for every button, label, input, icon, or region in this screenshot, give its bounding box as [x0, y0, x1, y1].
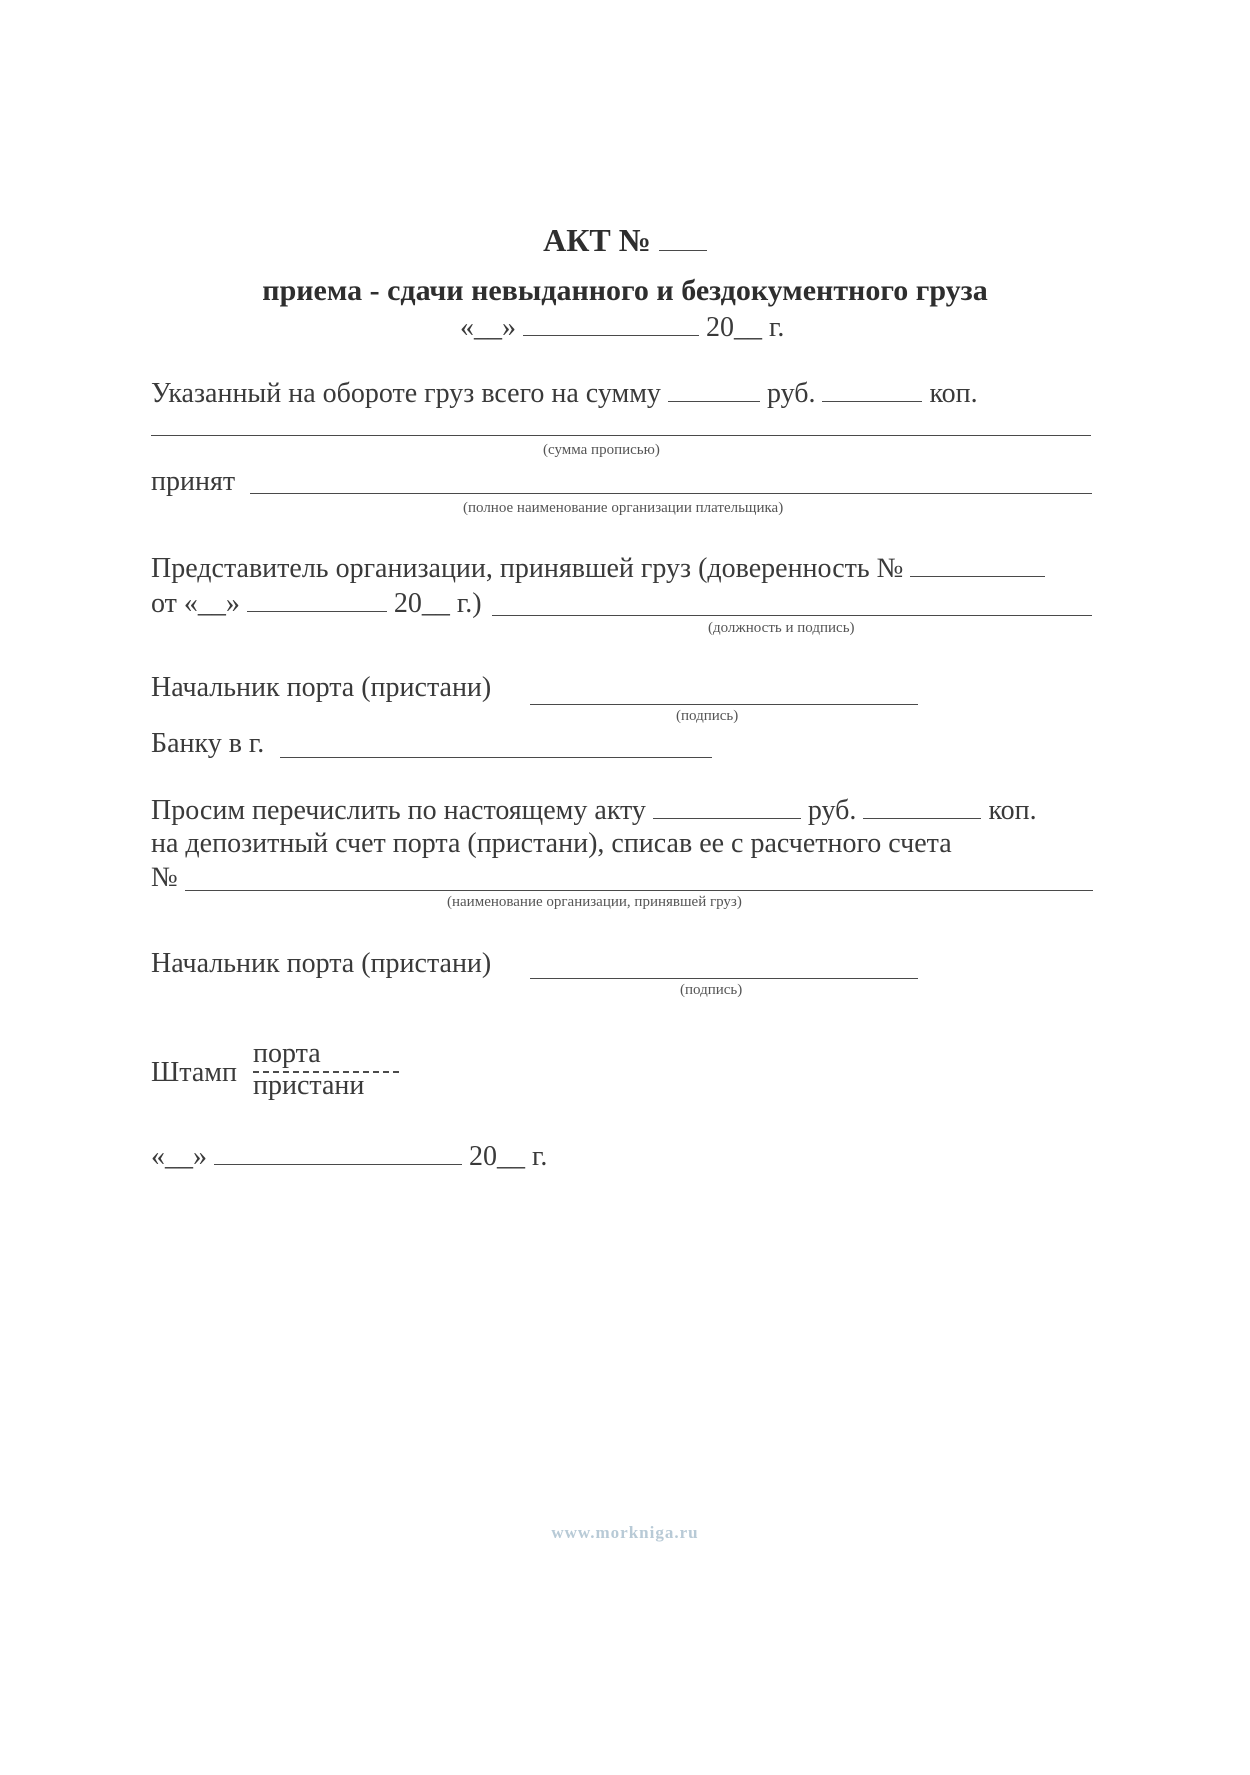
footer-date-day: «__»: [151, 1141, 207, 1172]
representative-line: [151, 553, 1045, 585]
transfer-caption: (наименование организации, принявшей груз): [447, 894, 742, 910]
footer-date: [151, 1141, 547, 1173]
transfer-line-2: на депозитный счет порта (пристани), списав ее с расчетного счета: [151, 828, 952, 859]
footer-date-year: 20__ г.: [469, 1141, 548, 1172]
representative-signature-line: [492, 615, 1092, 616]
transfer-kop-label: коп.: [988, 795, 1037, 826]
accepted-org-line: [250, 493, 1092, 494]
sum-text: Указанный на обороте груз всего на сумму: [151, 378, 661, 409]
power-of-attorney-number-blank: [910, 554, 1045, 577]
act-number-blank: [659, 228, 707, 251]
port-head-label-2: Начальник порта (пристани): [151, 948, 492, 979]
transfer-number-sign: №: [151, 862, 178, 893]
transfer-rub-blank: [653, 796, 801, 819]
transfer-account-line: [185, 890, 1093, 891]
act-date-day: «__»: [460, 312, 516, 343]
transfer-rub-label: руб.: [807, 795, 857, 826]
transfer-kop-blank: [863, 796, 981, 819]
bank-label: Банку в г.: [151, 728, 265, 759]
representative-from-label: от «__»: [151, 588, 240, 619]
port-head-signature-line-2: [530, 978, 918, 979]
sum-kop-label: коп.: [929, 378, 978, 409]
sum-words-line: [151, 435, 1091, 436]
port-head-label-1: Начальник порта (пристани): [151, 672, 492, 703]
representative-date-line: [151, 588, 482, 620]
stamp-top-text: порта: [253, 1038, 321, 1069]
act-title: [0, 222, 1250, 259]
act-date-year: 20__ г.: [706, 312, 785, 343]
transfer-line-1: [151, 795, 1037, 827]
representative-month-blank: [247, 589, 387, 612]
port-head-signature-caption-1: (подпись): [676, 708, 739, 724]
act-title-text: АКТ №: [543, 222, 651, 258]
representative-text: Представитель организации, принявшей груз (доверенность №: [151, 553, 904, 584]
sum-words-caption: (сумма прописью): [543, 442, 660, 458]
act-date: [460, 312, 784, 344]
stamp-bottom-text: пристани: [253, 1070, 365, 1101]
accepted-org-caption: (полное наименование организации плательщика): [463, 500, 784, 516]
sum-kop-blank: [822, 379, 922, 402]
accepted-label: принят: [151, 466, 236, 497]
watermark: www.morkniga.ru: [551, 1523, 699, 1542]
act-date-month-blank: [523, 313, 699, 336]
act-subtitle: приема - сдачи невыданного и бездокументного груза: [262, 274, 988, 307]
port-head-signature-line-1: [530, 704, 918, 705]
stamp-label: Штамп: [151, 1057, 237, 1088]
sum-rub-blank: [668, 379, 760, 402]
sum-rub-label: руб.: [766, 378, 816, 409]
representative-caption: (должность и подпись): [708, 620, 855, 636]
bank-city-line: [280, 757, 712, 758]
port-head-signature-caption-2: (подпись): [680, 982, 743, 998]
footer-date-month-blank: [214, 1142, 462, 1165]
representative-year-label: 20__ г.): [393, 588, 482, 619]
sum-line: [151, 378, 978, 410]
transfer-text: Просим перечислить по настоящему акту: [151, 795, 646, 826]
